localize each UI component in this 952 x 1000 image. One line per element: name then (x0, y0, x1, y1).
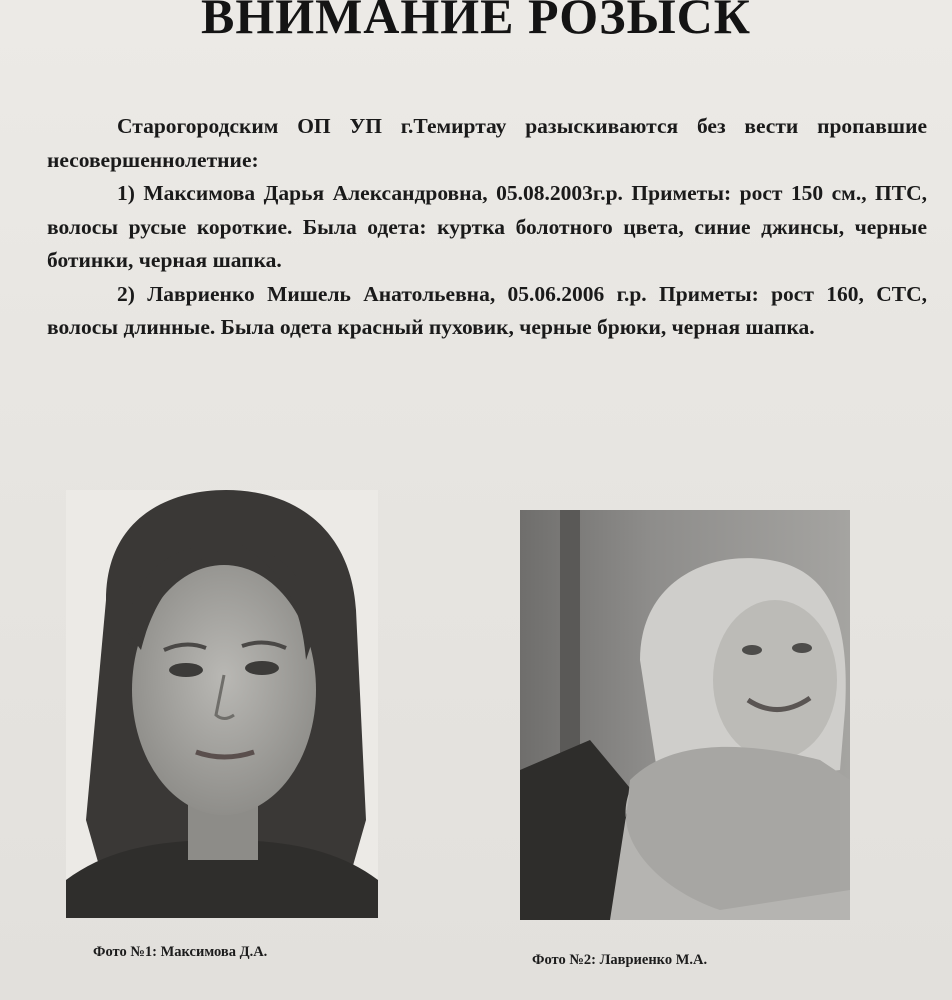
poster-title: ВНИМАНИЕ РОЗЫСК (200, 0, 752, 44)
photo-1 (66, 490, 378, 918)
person-2-description: 2) Лавриенко Мишель Анатольевна, 05.06.2006 г.р. Приметы: рост 160, СТС, волосы длинные. Была одета красный пуховик, черные брюки, черная шапка. (47, 281, 927, 339)
photo-1-caption: Фото №1: Максимова Д.А. (93, 944, 268, 960)
poster-body (47, 110, 927, 345)
person-1-description: 1) Максимова Дарья Александровна, 05.08.2003г.р. Приметы: рост 150 см., ПТС, волосы русые короткие. Была одета: куртка болотного цвета, синие джинсы, черные ботинки, черная шапка. (47, 181, 927, 272)
photo-2-caption: Фото №2: Лавриенко М.А. (532, 952, 708, 968)
photo-2 (520, 510, 850, 920)
intro-paragraph: Старогородским ОП УП г.Темиртау разыскиваются без вести пропавшие несовершеннолетние: (47, 114, 927, 172)
